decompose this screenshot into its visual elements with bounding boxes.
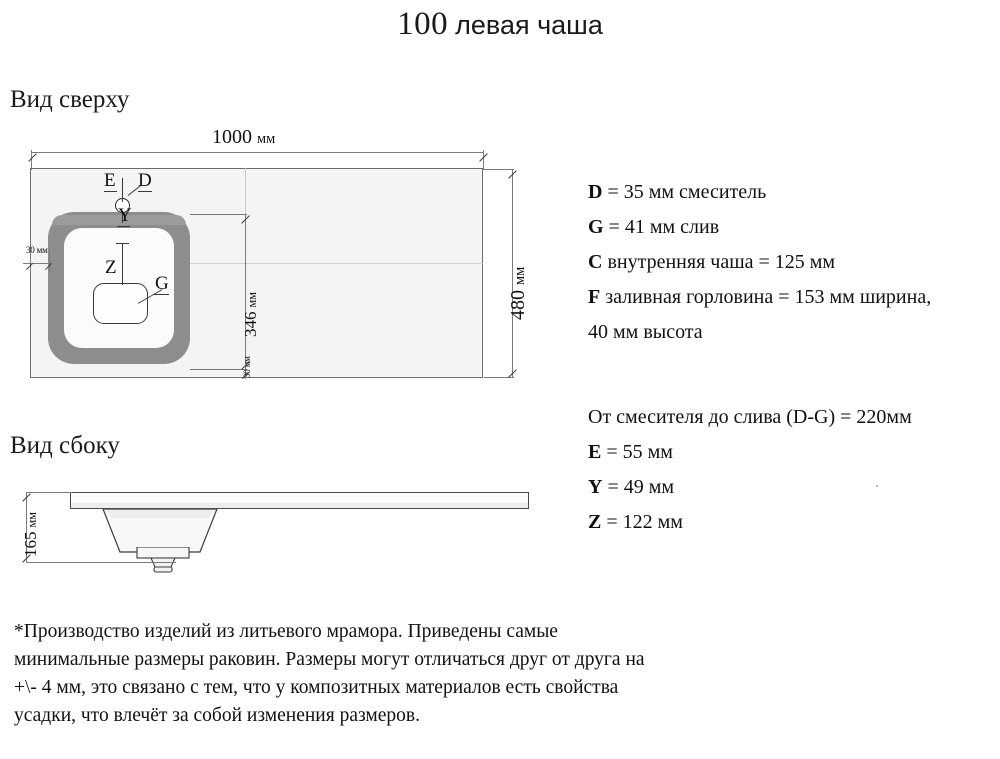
spec-item [588,315,1000,350]
spec-item [588,435,1000,470]
dim-346-unit: мм [245,292,259,308]
spec-item [588,400,1000,435]
dim-height-unit: мм [512,266,528,285]
dim-165-label [21,512,41,557]
spec-text: = 35 мм смеситель [602,181,767,203]
spec-text: = 55 мм [601,441,673,463]
dim-30-left-value: 30 [26,245,35,255]
top-view-heading: Вид сверху [10,86,130,113]
callout-g-label: G [155,273,169,294]
dim-30-left-ext-b [49,250,50,272]
dim-165-value: 165 [21,531,40,557]
spec-text: внутренняя чаша = 125 мм [602,251,836,273]
callout-e-label: E [104,170,116,191]
dim-width-value: 1000 [212,126,252,148]
spec-text: 40 мм высота [588,321,703,343]
spec-text: От смесителя до слива (D-G) = 220мм [588,406,912,428]
spec-key: Z [588,511,602,533]
specs-primary-list [588,175,1000,350]
spec-text: = 122 мм [601,511,683,533]
callout-g-underline [154,294,169,295]
dim-165-ext-top [26,492,72,493]
spec-text: = 41 мм слив [603,216,720,238]
dim-width-unit: мм [257,131,276,147]
spec-key: Y [588,476,603,498]
speck-artifact [876,485,878,487]
page-title-number: 100 [397,6,449,42]
callout-z-leader [122,243,123,285]
spec-item [588,245,1000,280]
dim-346-value: 346 [241,311,260,337]
callout-y-underline [117,226,130,227]
spec-item [588,505,1000,540]
dim-height-label [507,267,530,320]
spec-item [588,470,1000,505]
callout-d-underline [138,191,152,192]
spec-key: F [588,286,601,308]
dim-346-label [241,292,261,337]
drain-outline [93,283,148,324]
spec-item [588,175,1000,210]
side-view-heading: Вид сбоку [10,432,120,459]
dim-width-line [32,152,483,153]
dim-30-left-unit: мм [36,245,48,255]
spec-item [588,210,1000,245]
callout-e-leader [122,178,123,202]
spec-key: G [588,216,604,238]
spec-text: заливная горловина = 153 мм ширина, [600,286,932,308]
side-slab-shadow [71,503,528,508]
footnote-text: *Производство изделий из литьевого мрамора. Приведены самые минимальные размеры раковин. Размеры могут отличаться друг от друга на +\- 4 мм, это связано с тем, что у композитных материалов есть свойства усадки, что влечёт за собой изменения размеров. [14,621,645,726]
spec-text: = 49 мм [602,476,675,498]
callout-z-cap [116,243,129,244]
dim-width-label [212,126,275,149]
dim-width-tick-left [28,153,36,161]
callout-d-label: D [138,170,152,191]
dim-346-ext-bottom [190,369,247,370]
callout-e-underline [104,191,117,192]
dim-346-ext-top [190,214,247,215]
dim-30-left-label [26,245,48,255]
side-drain [133,547,193,575]
dim-width-ext-left [31,150,32,170]
dim-165-unit: мм [25,512,39,528]
spec-key: D [588,181,603,203]
spec-item [588,280,1000,315]
dim-height-ext-top [484,169,514,170]
page-title [0,6,1000,43]
dim-30-bottom-label [242,356,252,378]
dim-30-bottom-unit: мм [242,356,252,368]
dim-width-ext-right [483,150,484,170]
spec-key: E [588,441,602,463]
dim-165-ext-bottom [26,562,176,563]
dim-30-left-line [23,263,51,264]
dim-30-bottom-value: 30 [242,369,252,378]
dim-height-value: 480 [507,290,529,320]
spec-key: C [588,251,603,273]
callout-z-label: Z [105,257,117,278]
page-title-text: левая чаша [455,10,603,40]
callout-y-label: Y [118,205,132,226]
specs-secondary-list [588,400,1000,540]
